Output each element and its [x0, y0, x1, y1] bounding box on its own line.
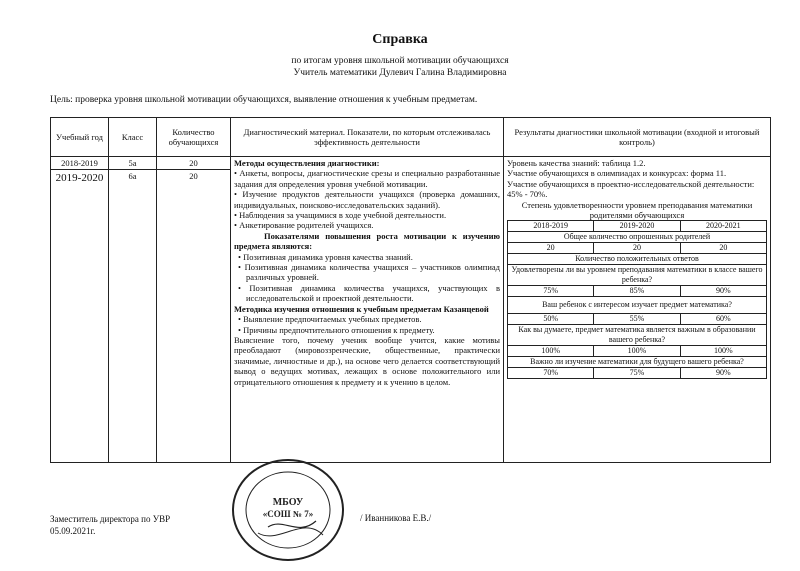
result-line: Участие обучающихся в олимпиадах и конкурсах: форма 11. — [507, 168, 727, 179]
total-value: 20 — [680, 243, 766, 254]
document-title: Справка — [372, 32, 428, 47]
indicator-item: • Позитивная динамика количества учащихся, участвующих в исследовательской и проектной деятельности. — [238, 282, 500, 304]
table-header-row — [51, 118, 771, 157]
method-item: • Изучение продуктов деятельности учащихся (проверка домашних, индивидуальных, поисково-исследовательских заданий). — [234, 189, 500, 210]
indicator-item: • Позитивная динамика количества учащихся – участников олимпиад различных уровней. — [238, 262, 500, 283]
question-text: Удовлетворены ли вы уровнем преподавания математики в классе вашего ребенка? — [508, 265, 767, 286]
header-year: Учебный год — [51, 118, 109, 157]
row-year: 2019-2020 — [51, 170, 109, 463]
answer-value: 90% — [680, 368, 766, 379]
subtitle-line-1: по итогам уровня школьной мотивации обучающихся — [291, 56, 509, 66]
svg-text:«СОШ № 7»: «СОШ № 7» — [262, 509, 314, 519]
kazantseva-description: Выяснение того, почему ученик вообще учится, какие мотивы преобладают (мировоззренческие, общественные, практически значимые, личностные и др.), на основе чего делается соответствующий вывод о ведущих мотивах, лежащих в основе положительного или отрицательного отношения к предмету и к учению в целом. — [234, 334, 500, 387]
method-item: • Анкетирование родителей учащихся. — [234, 220, 374, 231]
method-item: • Анкеты, вопросы, диагностические срезы и специально разработанные задания для определения уровня учебной мотивации. — [234, 168, 500, 189]
answer-value: 75% — [508, 286, 594, 297]
row-count: 20 — [157, 157, 231, 170]
table-row — [51, 157, 771, 170]
total-title: Общее количество опрошенных родителей — [508, 232, 767, 243]
question-text: Ваш ребенок с интересом изучает предмет математика? — [508, 297, 767, 314]
school-stamp-seal — [228, 455, 348, 565]
document-date: 05.09.2021г. — [50, 526, 96, 536]
signer-position: Заместитель директора по УВР — [50, 514, 171, 524]
survey-year: 2020-2021 — [680, 221, 766, 232]
answer-value: 60% — [680, 314, 766, 325]
answer-value: 100% — [508, 346, 594, 357]
subtitle-line-2: Учитель математики Дулевич Галина Владимировна — [293, 68, 507, 78]
answer-value: 55% — [594, 314, 680, 325]
diagnostic-material-cell — [231, 157, 504, 463]
row-class: 6а — [109, 170, 157, 463]
result-line: Участие обучающихся в проектно-исследовательской деятельности: 45% - 70%. — [507, 178, 755, 200]
answer-value: 85% — [594, 286, 680, 297]
header-diag: Диагностический материал. Показатели, по которым отслеживалась эффективность деятельности — [231, 118, 504, 157]
survey-year: 2018-2019 — [508, 221, 594, 232]
svg-text:МБОУ: МБОУ — [272, 497, 304, 508]
answer-value: 75% — [594, 368, 680, 379]
report-table — [50, 117, 771, 463]
survey-title: Степень удовлетворенности уровнем преподавания математики родителями обучающихся — [521, 199, 753, 221]
question-text: Как вы думаете, предмет математика является важным в образовании вашего ребенка? — [508, 325, 767, 346]
row-count: 20 — [157, 170, 231, 463]
kazantseva-item: • Причины предпочтительного отношения к предмету. — [238, 324, 435, 335]
answer-value: 90% — [680, 286, 766, 297]
method-item: • Наблюдения за учащимися в ходе учебной деятельности. — [234, 210, 447, 221]
total-value: 20 — [594, 243, 680, 254]
survey-table — [507, 220, 767, 379]
results-cell — [504, 157, 771, 463]
answer-value: 100% — [594, 346, 680, 357]
method2-title: Методика изучения отношения к учебным предметам Казанцевой — [234, 303, 489, 314]
header-count: Количество обучающихся — [157, 118, 231, 157]
row-year: 2018-2019 — [51, 157, 109, 170]
indicators-title: Показателями повышения роста мотивации к изучению предмета являются: — [234, 230, 500, 252]
row-class: 5а — [109, 157, 157, 170]
header-class: Класс — [109, 118, 157, 157]
answer-value: 70% — [508, 368, 594, 379]
methods-title: Методы осуществления диагностики: — [234, 158, 380, 168]
survey-year: 2019-2020 — [594, 221, 680, 232]
question-text: Важно ли изучение математики для будущего вашего ребенка? — [508, 357, 767, 368]
document-subtitle — [0, 55, 800, 79]
header-results: Результаты диагностики школьной мотивации (входной и итоговый контроль) — [504, 118, 771, 157]
signer-block — [50, 513, 170, 537]
survey-years-row — [508, 221, 767, 232]
answer-value: 100% — [680, 346, 766, 357]
total-value: 20 — [508, 243, 594, 254]
goal-text: Цель: проверка уровня школьной мотивации обучающихся, выявление отношения к учебным предметам. — [50, 95, 478, 105]
positive-title: Количество положительных ответов — [508, 254, 767, 265]
kazantseva-item: • Выявление предпочитаемых учебных предметов. — [238, 314, 422, 325]
signer-name: / Иванникова Е.В./ — [360, 513, 432, 523]
indicator-item: • Позитивная динамика уровня качества знаний. — [238, 251, 413, 262]
answer-value: 50% — [508, 314, 594, 325]
result-line: Уровень качества знаний: таблица 1.2. — [507, 158, 646, 168]
